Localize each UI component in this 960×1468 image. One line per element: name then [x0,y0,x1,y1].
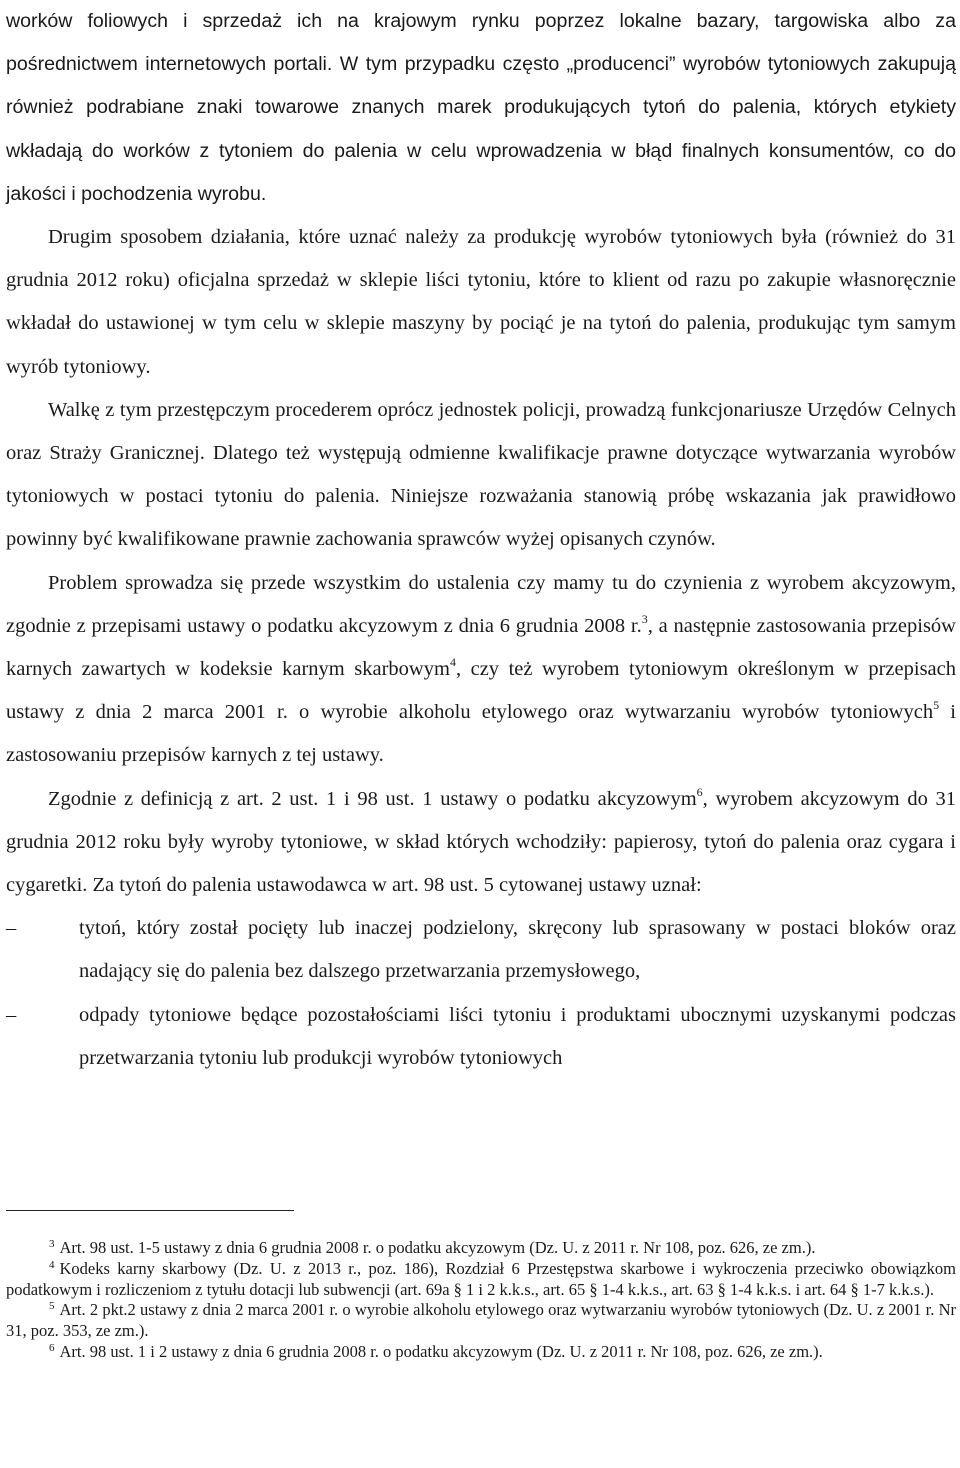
footnote-number: 3 [49,1238,55,1250]
footnote-text: Kodeks karny skarbowy (Dz. U. z 2013 r., poz. 186), Rozdział 6 Przestępstwa skarbowe i wykroczenia przeciwko obowiązkom podatkowym i rozliczeniom z tytułu dotacji lub subwencji (art. 69a § 1 i 2 k.k.s., art. 65 § 1-4 k.k.s., art. 63 § 1-4 k.k.s. i art. 64 § 1-7 k.k.s.). [6,1258,956,1299]
paragraph-definition [6,778,956,908]
list-item [6,907,956,993]
paragraph-second-method: Drugim sposobem działania, które uznać należy za produkcję wyrobów tytoniowych była (również do 31 grudnia 2012 roku) oficjalna sprzedaż w sklepie liści tytoniu, które to klient od razu po zakupie własnoręcznie wkładał do ustawionej w tym celu w sklepie maszyny by pociąć je na tytoń do palenia, produkując tym samym wyrób tytoniowy. [6,226,956,378]
footnote-3 [6,1238,956,1259]
paragraph-problem-text-c: , czy też wyrobem tytoniowym określonym w przepisach ustawy z dnia 2 marca 2001 r. o wyrobie alkoholu etylowego oraz wytwarzaniu wyrobów tytoniowych [6,658,956,724]
list-item-text: tytoń, który został pocięty lub inaczej podzielony, skręcony lub sprasowany w postaci bloków oraz nadający się do palenia bez dalszego przetwarzania przemysłowego, [79,917,956,983]
document-page [6,0,956,1361]
dash-marker: – [6,1003,17,1026]
footnote-ref-6[interactable]: 6 [696,784,703,799]
paragraph-definition-text-b: , wyrobem akcyzowym do 31 grudnia 2012 roku były wyroby tytoniowe, w skład których wchodziły: papierosy, tytoń do palenia oraz cygara i cygaretki. Za tytoń do palenia ustawodawca w art. 98 ust. 5 cytowanej ustawy uznał: [6,787,956,897]
dash-marker: – [6,917,17,940]
list-item [6,994,956,1080]
paragraph-problem-text-d: i zastosowaniu przepisów karnych z tej ustawy. [6,701,956,767]
paragraph-problem-text-a: Problem sprowadza się przede wszystkim do ustalenia czy mamy tu do czynienia z wyrobem akcyzowym, zgodnie z przepisami ustawy o podatku akcyzowym z dnia 6 grudnia 2008 r. [6,571,956,637]
paragraph-enforcement: Walkę z tym przestępczym procederem oprócz jednostek policji, prowadzą funkcjonariusze Urzędów Celnych oraz Straży Granicznej. Dlatego też występują odmienne kwalifikacje prawne dotyczące wytwarzania wyrobów tytoniowych w postaci tytoniu do palenia. Niniejsze rozważania stanowią próbę wskazania jak prawidłowo powinny być kwalifikowane prawnie zachowania sprawców wyżej opisanych czynów. [6,398,956,551]
footnote-ref-4[interactable]: 4 [449,655,456,670]
footnotes-section [6,1238,956,1363]
footnote-text: Art. 98 ust. 1 i 2 ustawy z dnia 6 grudnia 2008 r. o podatku akcyzowym (Dz. U. z 2011 r. Nr 108, poz. 626, ze zm.). [59,1341,823,1361]
footnote-text: Art. 2 pkt.2 ustawy z dnia 2 marca 2001 r. o wyrobie alkoholu etylowego oraz wytwarzaniu wyrobów tytoniowych (Dz. U. z 2001 r. Nr 31, poz. 353, ze zm.). [6,1300,956,1341]
paragraph-problem [6,562,956,778]
list-item-text: odpady tytoniowe będące pozostałościami liści tytoniu i produktami ubocznymi uzyskanymi podczas przetwarzania tytoniu lub produkcji wyrobów tytoniowych [79,1003,956,1069]
footnote-ref-5[interactable]: 5 [933,698,940,713]
paragraph-definition-text-a: Zgodnie z definicją z art. 2 ust. 1 i 98 ust. 1 ustawy o podatku akcyzowym [48,787,697,810]
footnote-number: 5 [49,1300,55,1313]
footnote-4 [6,1259,956,1301]
footnote-text: Art. 98 ust. 1-5 ustawy z dnia 6 grudnia 2008 r. o podatku akcyzowym (Dz. U. z 2011 r. Nr 108, poz. 626, ze zm.). [59,1238,816,1257]
definition-list [6,907,956,1080]
footnote-6 [6,1342,956,1363]
paragraph-intro: worków foliowych i sprzedaż ich na krajowym rynku poprzez lokalne bazary, targowiska albo za pośrednictwem internetowych portali. W tym przypadku często „producenci” wyrobów tytoniowych zakupują również podrabiane znaki towarowe znanych marek produkujących tytoń do palenia, których etykiety wkładają do worków z tytoniem do palenia w celu wprowadzenia w błąd finalnych konsumentów, co do jakości i pochodzenia wyrobu. [6,10,956,205]
footnote-5 [6,1300,956,1342]
footnote-number: 4 [49,1258,55,1271]
footnote-number: 6 [49,1341,55,1354]
footnote-ref-3[interactable]: 3 [641,611,648,626]
paragraph-problem-text-b: , a następnie zastosowania przepisów karnych zawartych w kodeksie karnym skarbowym [6,614,956,681]
footnote-separator [6,1210,294,1211]
